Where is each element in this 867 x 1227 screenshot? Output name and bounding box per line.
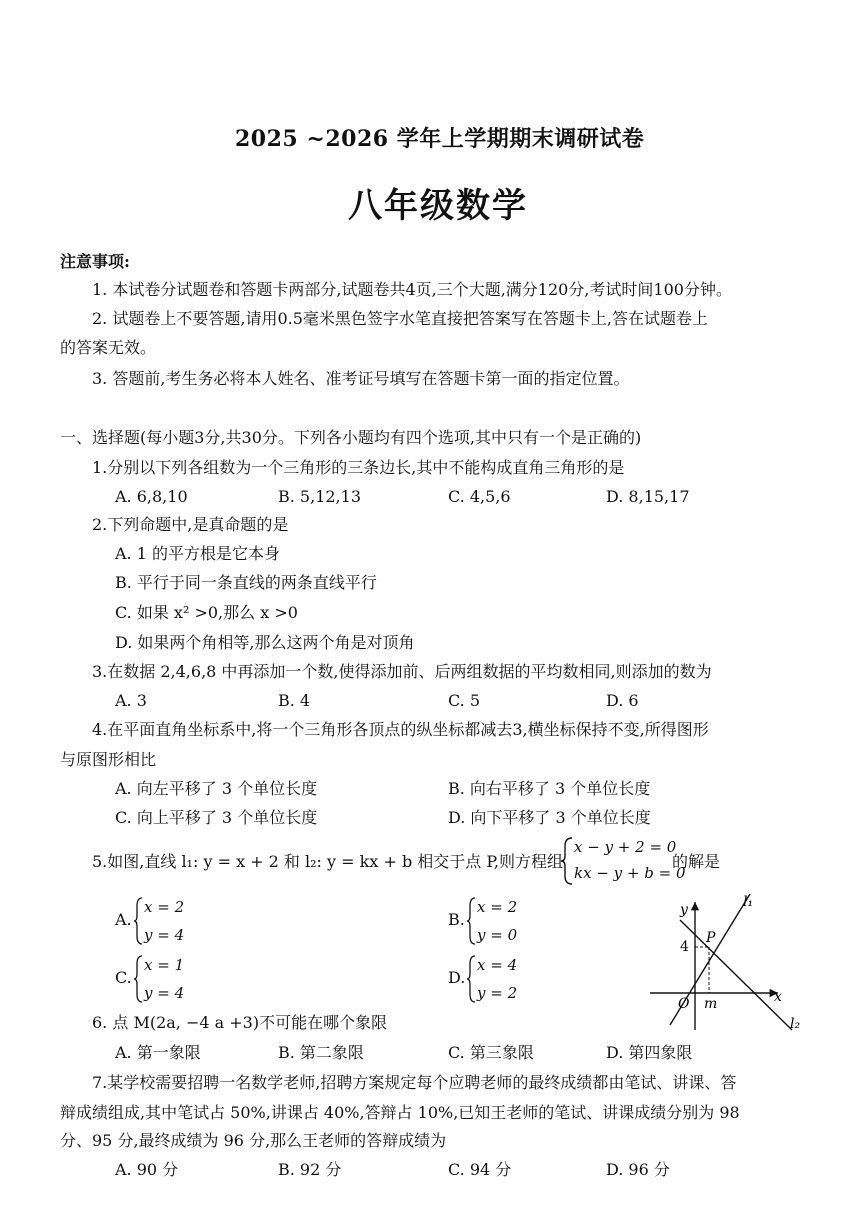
q5-coordinate-figure [640, 890, 810, 1040]
q4-option-d: D. 向下平移了 3 个单位长度 [448, 808, 651, 827]
note-item-1: 1. 本试卷分试题卷和答题卡两部分,试题卷共4页,三个大题,满分120分,考试时间100分钟。 [92, 280, 732, 299]
fig-l2-label: l₂ [790, 1016, 801, 1032]
q1-stem: 1.分别以下列各组数为一个三角形的三条边长,其中不能构成直角三角形的是 [92, 458, 625, 477]
note-item-2: 2. 试题卷上不要答题,请用0.5毫米黑色签字水笔直接把答案写在答题卡上,答在试题卷上 [92, 309, 708, 328]
fig-p-label: P [706, 930, 716, 946]
q4-option-a: A. 向左平移了 3 个单位长度 [115, 779, 318, 798]
section-heading: 一、选择题(每小题3分,共30分。下列各小题均有四个选项,其中只有一个是正确的) [60, 428, 642, 447]
q6-option-d: D. 第四象限 [606, 1043, 693, 1062]
q5-system-eq2: kx − y + b = 0 [574, 864, 686, 882]
q7-stem-line1: 7.某学校需要招聘一名数学老师,招聘方案规定每个应聘老师的最终成绩都由笔试、讲课、答 [92, 1073, 737, 1092]
q6-stem: 6. 点 M(2a, −4 a +3)不可能在哪个象限 [92, 1013, 388, 1032]
fig-y-label: y [680, 902, 688, 918]
q5-option-a-brace [133, 896, 143, 950]
q1-option-c: C. 4,5,6 [448, 487, 511, 506]
subject-title: 八年级数学 [348, 186, 528, 226]
fig-four-label: 4 [680, 939, 689, 955]
note-item-2-cont: 的答案无效。 [60, 338, 157, 357]
q4-option-b: B. 向右平移了 3 个单位长度 [448, 779, 651, 798]
q3-option-c: C. 5 [448, 691, 481, 710]
q4-stem-line2: 与原图形相比 [60, 750, 157, 769]
q5-option-b-brace [466, 896, 476, 950]
q2-option-a: A. 1 的平方根是它本身 [115, 544, 280, 563]
q5-option-d-line2: y = 2 [477, 984, 518, 1002]
fig-origin-label: O [678, 996, 690, 1012]
line-l2 [680, 920, 792, 1030]
q5-option-b-line2: y = 0 [477, 926, 518, 944]
exam-title: 2025 ~2026 学年上学期期末调研试卷 [235, 126, 645, 152]
q3-option-a: A. 3 [115, 691, 147, 710]
q5-option-c-letter: C. [115, 968, 132, 987]
q6-option-c: C. 第三象限 [448, 1043, 534, 1062]
q1-option-a: A. 6,8,10 [115, 487, 188, 506]
q5-option-a-line1: x = 2 [144, 898, 185, 916]
q5-option-b-letter: B. [448, 910, 465, 929]
q7-option-d: D. 96 分 [606, 1160, 670, 1179]
q4-option-c: C. 向上平移了 3 个单位长度 [115, 808, 318, 827]
q5-stem: 5.如图,直线 l₁: y = x + 2 和 l₂: y = kx + b 相交于点 P,则方程组 [92, 852, 563, 871]
q1-option-b: B. 5,12,13 [278, 487, 361, 506]
q3-option-d: D. 6 [606, 691, 639, 710]
q4-stem-line1: 4.在平面直角坐标系中,将一个三角形各顶点的纵坐标都减去3,横坐标保持不变,所得图形 [92, 720, 709, 739]
q5-option-d-line1: x = 4 [477, 956, 518, 974]
q5-option-d-letter: D. [448, 968, 466, 987]
q6-option-a: A. 第一象限 [115, 1043, 201, 1062]
q2-option-d: D. 如果两个角相等,那么这两个角是对顶角 [115, 633, 415, 652]
q2-option-b: B. 平行于同一条直线的两条直线平行 [115, 573, 377, 592]
q3-stem: 3.在数据 2,4,6,8 中再添加一个数,使得添加前、后两组数据的平均数相同,则添加的数为 [92, 662, 712, 681]
q6-option-b: B. 第二象限 [278, 1043, 364, 1062]
q7-option-b: B. 92 分 [278, 1160, 342, 1179]
q7-option-c: C. 94 分 [448, 1160, 512, 1179]
q5-option-a-letter: A. [115, 910, 132, 929]
q5-system-eq1: x − y + 2 = 0 [574, 838, 677, 856]
note-item-3: 3. 答题前,考生务必将本人姓名、准考证号填写在答题卡第一面的指定位置。 [92, 369, 630, 388]
q5-option-b-line1: x = 2 [477, 898, 518, 916]
q2-option-c: C. 如果 x² >0,那么 x >0 [115, 603, 298, 622]
fig-x-label: x [774, 989, 782, 1005]
q2-stem: 2.下列命题中,是真命题的是 [92, 515, 289, 534]
q5-option-c-line1: x = 1 [144, 956, 185, 974]
q5-option-d-brace [466, 954, 476, 1008]
q5-option-c-line2: y = 4 [144, 984, 185, 1002]
q1-option-d: D. 8,15,17 [606, 487, 690, 506]
q7-stem-line3: 分、95 分,最终成绩为 96 分,那么王老师的答辩成绩为 [60, 1131, 447, 1150]
q5-option-a-line2: y = 4 [144, 926, 185, 944]
q5-stem-tail: 的解是 [672, 852, 721, 871]
q5-option-c-brace [133, 954, 143, 1008]
fig-m-label: m [704, 996, 718, 1012]
q3-option-b: B. 4 [278, 691, 311, 710]
fig-l1-label: l₁ [743, 894, 754, 910]
q7-option-a: A. 90 分 [115, 1160, 179, 1179]
notes-heading: 注意事项: [60, 252, 130, 271]
q7-stem-line2: 辩成绩组成,其中笔试占 50%,讲课占 40%,答辩占 10%,已知王老师的笔试、讲课成绩分别为 98 [60, 1103, 740, 1122]
